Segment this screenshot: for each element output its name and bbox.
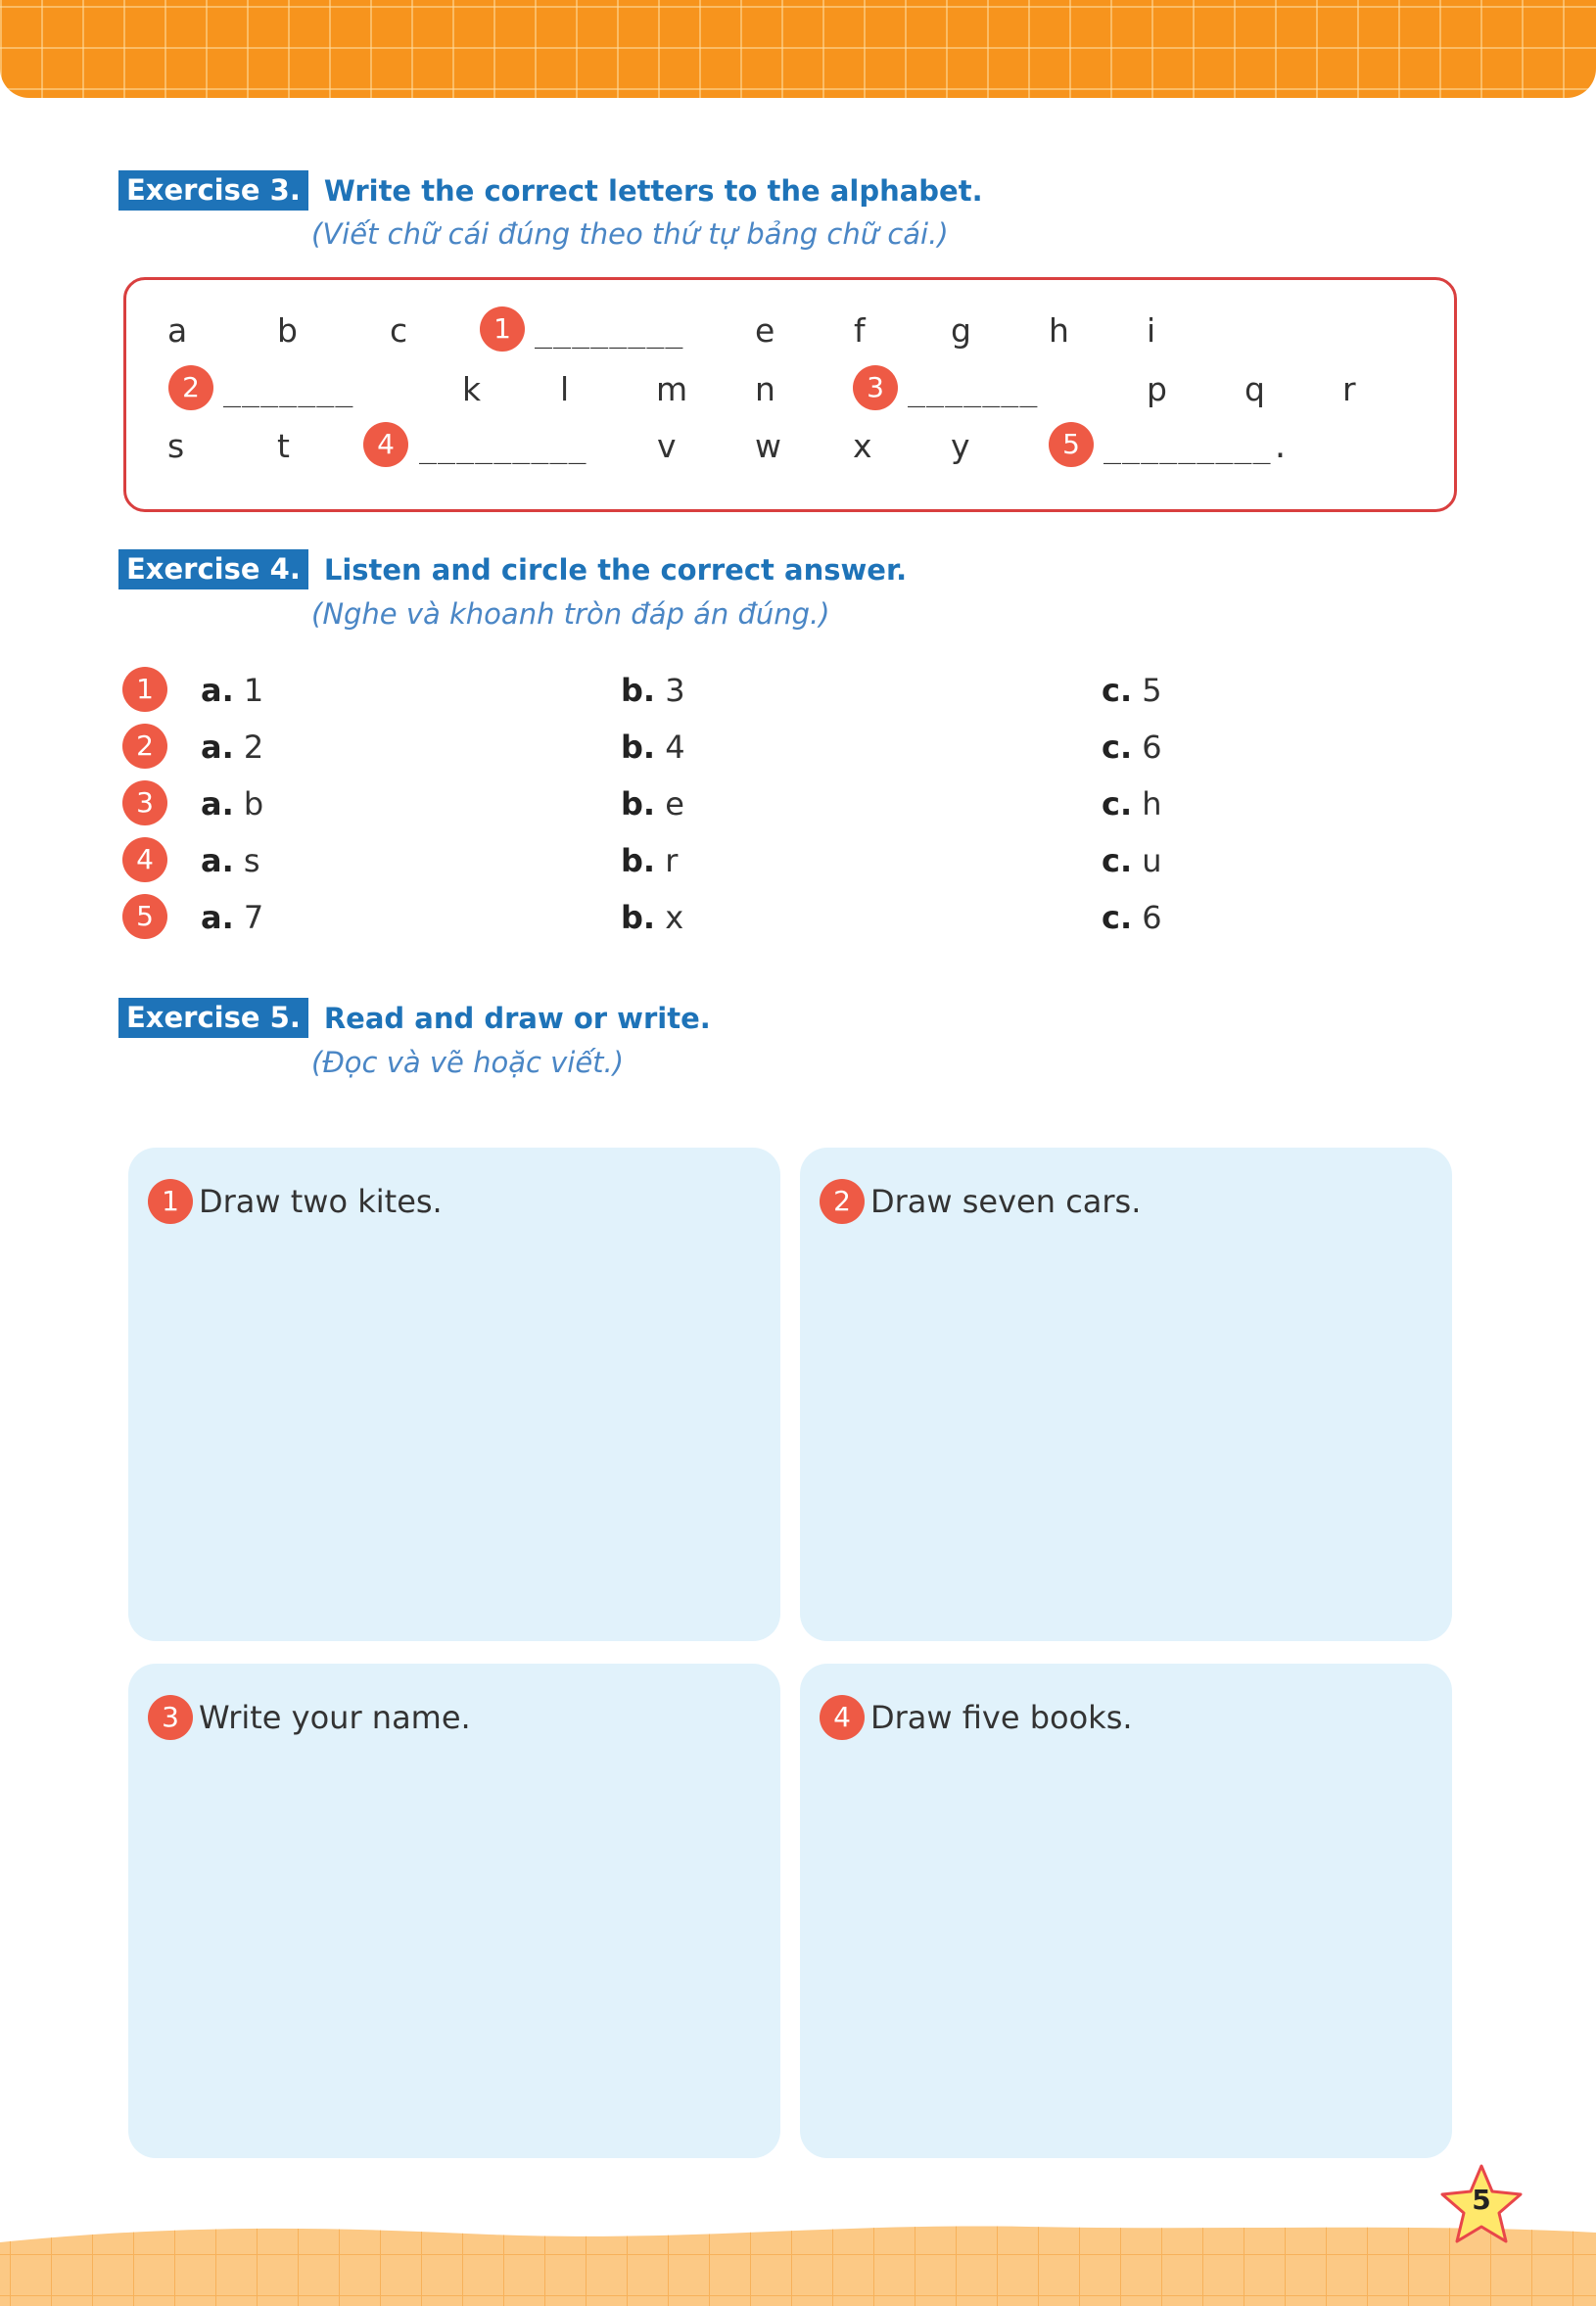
drawing-panel-4[interactable]	[800, 1664, 1452, 2158]
option-c[interactable]: c. 6	[1102, 729, 1162, 766]
exercise-4-title: Listen and circle the correct answer.	[323, 552, 908, 587]
exercise-5-heading	[118, 998, 711, 1038]
option-b[interactable]: b. r	[621, 842, 679, 879]
option-c[interactable]: c. 6	[1102, 899, 1162, 936]
number-circle: 2	[168, 365, 213, 410]
number-circle: 3	[122, 780, 167, 825]
exercise-3-tag: Exercise 3.	[118, 170, 308, 211]
letter: n	[755, 370, 775, 408]
letter: g	[951, 311, 971, 350]
exercise-4-heading	[118, 549, 907, 589]
answer-blank[interactable]: _________.	[1103, 431, 1291, 465]
number-circle: 1	[122, 667, 167, 712]
option-b[interactable]: b. x	[621, 899, 684, 936]
answer-blank[interactable]: _______	[908, 374, 1039, 408]
answer-blank[interactable]: ________	[535, 315, 684, 350]
page-number: 5	[1472, 2184, 1491, 2216]
answer-blank[interactable]: _______	[223, 374, 354, 408]
panel-instruction: Draw five books.	[870, 1699, 1133, 1736]
exercise-5-tag: Exercise 5.	[118, 998, 308, 1038]
option-c[interactable]: c. 5	[1102, 672, 1162, 709]
number-circle: 4	[122, 837, 167, 882]
letter: l	[560, 370, 570, 408]
letter: w	[755, 427, 781, 465]
option-c[interactable]: c. h	[1102, 785, 1162, 823]
number-circle: 2	[820, 1179, 865, 1224]
number-circle: 4	[363, 422, 408, 467]
panel-instruction: Write your name.	[199, 1699, 471, 1736]
exercise-3-heading	[118, 170, 983, 211]
letter: a	[167, 311, 188, 350]
option-c[interactable]: c. u	[1102, 842, 1162, 879]
page-number-badge	[1436, 2162, 1526, 2248]
number-circle: 1	[148, 1179, 193, 1224]
letter: s	[167, 427, 185, 465]
letter: b	[277, 311, 298, 350]
number-circle: 5	[1049, 422, 1094, 467]
letter: e	[755, 311, 775, 350]
letter: t	[277, 427, 290, 465]
letter: y	[951, 427, 970, 465]
option-b[interactable]: b. e	[621, 785, 684, 823]
exercise-3-title: Write the correct letters to the alphabet.	[323, 173, 983, 208]
drawing-panel-1[interactable]	[128, 1148, 780, 1641]
number-circle: 3	[853, 365, 898, 410]
letter: q	[1244, 370, 1265, 408]
letter: c	[390, 311, 408, 350]
drawing-panel-3[interactable]	[128, 1664, 780, 2158]
number-circle: 1	[480, 306, 525, 352]
letter: h	[1049, 311, 1069, 350]
letter: i	[1147, 311, 1156, 350]
header-band	[0, 0, 1596, 98]
exercise-4-subtitle: (Nghe và khoanh tròn đáp án đúng.)	[311, 597, 830, 631]
letter: x	[853, 427, 872, 465]
option-a[interactable]: a. b	[201, 785, 264, 823]
exercise-4-tag: Exercise 4.	[118, 549, 308, 589]
footer-band	[0, 2203, 1596, 2306]
letter: m	[656, 370, 688, 408]
option-a[interactable]: a. 7	[201, 899, 264, 936]
number-circle: 3	[148, 1695, 193, 1740]
option-b[interactable]: b. 3	[621, 672, 685, 709]
letter: v	[657, 427, 677, 465]
letter: k	[462, 370, 482, 408]
exercise-5-subtitle: (Đọc và vẽ hoặc viết.)	[311, 1046, 625, 1079]
exercise-5-title: Read and draw or write.	[323, 1001, 711, 1035]
number-circle: 4	[820, 1695, 865, 1740]
panel-instruction: Draw two kites.	[199, 1183, 443, 1220]
number-circle: 5	[122, 894, 167, 939]
option-a[interactable]: a. 1	[201, 672, 264, 709]
option-a[interactable]: a. s	[201, 842, 260, 879]
letter: p	[1147, 370, 1167, 408]
exercise-3-subtitle: (Viết chữ cái đúng theo thứ tự bảng chữ cái.)	[311, 217, 949, 251]
number-circle: 2	[122, 724, 167, 769]
answer-blank[interactable]: _________	[419, 431, 587, 465]
option-a[interactable]: a. 2	[201, 729, 264, 766]
drawing-panel-2[interactable]	[800, 1148, 1452, 1641]
panel-instruction: Draw seven cars.	[870, 1183, 1142, 1220]
letter: r	[1342, 370, 1356, 408]
letter: f	[854, 311, 866, 350]
option-b[interactable]: b. 4	[621, 729, 685, 766]
